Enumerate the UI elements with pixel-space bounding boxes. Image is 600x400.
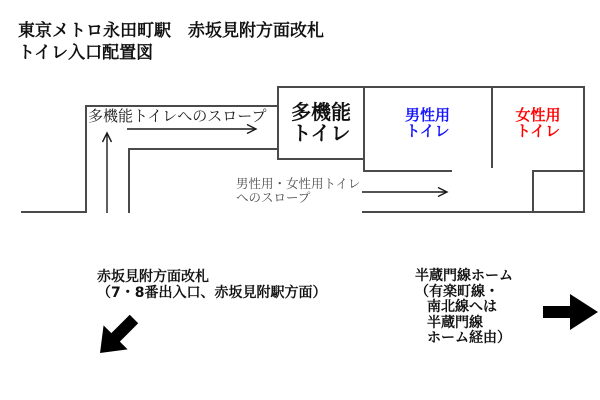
multifunction-toilet-label-line1: 多機能 [291,100,351,124]
gate-label [97,270,326,301]
gate-direction-arrow-icon [88,307,146,365]
multifunction-toilet-label-line2: トイレ [291,121,351,145]
gate-label-line2: （7・8番出入口、赤坂見附駅方面） [97,284,327,301]
platform-label-line1: 半蔵門線ホーム [415,268,513,284]
platform-label-line3: 南北線へは [427,299,497,315]
gate-label-line1: 赤坂見附方面改札 [97,269,209,285]
up-arrow-icon [103,133,112,213]
platform-direction-arrow-icon [543,294,598,330]
womens-toilet-label-line2: トイレ [515,122,561,140]
mens-womens-ramp-label [236,177,360,205]
platform-label-line4: 半蔵門線 [427,314,483,331]
multifunction-toilet-label [277,102,365,144]
multifunction-ramp-label: 多機能トイレへのスロープ [88,107,267,125]
title-line-1: 東京メトロ永田町駅 赤坂見附方面改札 [18,21,324,41]
platform-label [415,269,513,347]
mens-womens-ramp-arrow-icon [362,188,447,197]
multifunction-ramp-arrow-icon [127,125,256,134]
platform-label-line2: （有楽町線・ [415,283,499,300]
mens-toilet-label [363,107,492,139]
mens-toilet-label-line2: トイレ [405,122,450,140]
title-line-2: トイレ入口配置図 [18,43,154,63]
womens-toilet-label [492,107,584,139]
womens-toilet-label-line1: 女性用 [515,106,561,124]
platform-label-line5: ホーム経由） [427,330,511,346]
mens-womens-ramp-label-line1: 男性用・女性用トイレ [236,176,361,191]
mens-womens-ramp-label-line2: へのスロープ [236,190,311,205]
mens-toilet-label-line1: 男性用 [404,106,450,124]
